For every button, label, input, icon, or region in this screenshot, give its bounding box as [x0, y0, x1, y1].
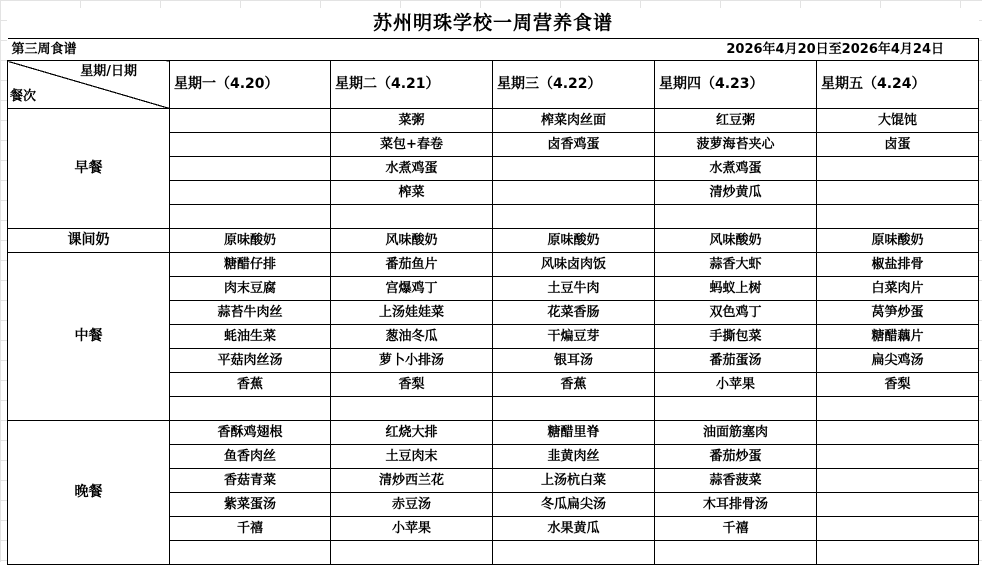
dish-cell: 番茄炒蛋 — [655, 445, 817, 469]
dish-cell: 红烧大排 — [331, 421, 493, 445]
dish-cell: 风味酸奶 — [655, 229, 817, 253]
dish-cell: 菜粥 — [331, 109, 493, 133]
dish-cell — [493, 157, 655, 181]
day-header: 星期四（4.23） — [655, 61, 817, 109]
dish-cell: 香蕉 — [493, 373, 655, 397]
dish-cell: 风味酸奶 — [331, 229, 493, 253]
dish-cell — [170, 157, 331, 181]
dish-cell: 鱼香肉丝 — [170, 445, 331, 469]
menu-row — [8, 109, 979, 133]
dish-cell — [331, 397, 493, 421]
dish-cell: 千禧 — [170, 517, 331, 541]
dish-cell: 水煮鸡蛋 — [331, 157, 493, 181]
dish-cell: 紫菜蛋汤 — [170, 493, 331, 517]
dish-cell: 香梨 — [331, 373, 493, 397]
dish-cell: 萝卜小排汤 — [331, 349, 493, 373]
dish-cell: 番茄蛋汤 — [655, 349, 817, 373]
dish-cell — [817, 517, 979, 541]
day-header: 星期三（4.22） — [493, 61, 655, 109]
date-range: 2026年4月20日至2026年4月24日 — [331, 39, 979, 61]
dish-cell — [170, 109, 331, 133]
dish-cell: 糖醋藕片 — [817, 325, 979, 349]
header-row — [8, 61, 979, 109]
dish-cell: 小苹果 — [655, 373, 817, 397]
dish-cell: 菜包+春卷 — [331, 133, 493, 157]
dish-cell: 赤豆汤 — [331, 493, 493, 517]
dish-cell: 清炒黄瓜 — [655, 181, 817, 205]
dish-cell: 韭黄肉丝 — [493, 445, 655, 469]
dish-cell — [655, 541, 817, 565]
dish-cell: 干煸豆芽 — [493, 325, 655, 349]
dish-cell — [817, 205, 979, 229]
dish-cell: 蒜香大虾 — [655, 253, 817, 277]
menu-table — [7, 8, 979, 565]
dish-cell: 红豆粥 — [655, 109, 817, 133]
corner-bottom-label: 餐次 — [10, 89, 37, 104]
dish-cell: 香酥鸡翅根 — [170, 421, 331, 445]
menu-row — [8, 253, 979, 277]
dish-cell: 大馄饨 — [817, 109, 979, 133]
dish-cell — [817, 493, 979, 517]
menu-row — [8, 421, 979, 445]
dish-cell — [170, 397, 331, 421]
dish-cell — [817, 157, 979, 181]
dish-cell: 宫爆鸡丁 — [331, 277, 493, 301]
dish-cell: 白菜肉片 — [817, 277, 979, 301]
dish-cell: 银耳汤 — [493, 349, 655, 373]
page-title: 苏州明珠学校一周营养食谱 — [8, 8, 979, 39]
meal-label: 课间奶 — [8, 229, 170, 253]
dish-cell: 小苹果 — [331, 517, 493, 541]
dish-cell: 香梨 — [817, 373, 979, 397]
dish-cell: 原味酸奶 — [817, 229, 979, 253]
dish-cell: 油面筋塞肉 — [655, 421, 817, 445]
day-header: 星期一（4.20） — [170, 61, 331, 109]
dish-cell: 花菜香肠 — [493, 301, 655, 325]
dish-cell: 上汤杭白菜 — [493, 469, 655, 493]
dish-cell: 蒜香菠菜 — [655, 469, 817, 493]
dish-cell: 蒜苔牛肉丝 — [170, 301, 331, 325]
dish-cell: 番茄鱼片 — [331, 253, 493, 277]
dish-cell: 上汤娃娃菜 — [331, 301, 493, 325]
dish-cell: 双色鸡丁 — [655, 301, 817, 325]
week-label: 第三周食谱 — [11, 42, 77, 57]
dish-cell: 榨菜 — [331, 181, 493, 205]
dish-cell: 清炒西兰花 — [331, 469, 493, 493]
dish-cell: 木耳排骨汤 — [655, 493, 817, 517]
menu-row — [8, 229, 979, 253]
dish-cell — [817, 421, 979, 445]
dish-cell: 土豆肉末 — [331, 445, 493, 469]
dish-cell — [493, 397, 655, 421]
dish-cell: 菠萝海苔夹心 — [655, 133, 817, 157]
dish-cell: 蚂蚁上树 — [655, 277, 817, 301]
dish-cell: 蚝油生菜 — [170, 325, 331, 349]
dish-cell — [817, 541, 979, 565]
dish-cell — [817, 397, 979, 421]
dish-cell: 风味卤肉饭 — [493, 253, 655, 277]
dish-cell: 椒盐排骨 — [817, 253, 979, 277]
dish-cell — [331, 205, 493, 229]
dish-cell — [170, 181, 331, 205]
dish-cell — [170, 541, 331, 565]
dish-cell: 糖醋仔排 — [170, 253, 331, 277]
dish-cell — [493, 181, 655, 205]
day-header: 星期五（4.24） — [817, 61, 979, 109]
dish-cell: 卤香鸡蛋 — [493, 133, 655, 157]
meal-label: 早餐 — [8, 109, 170, 229]
dish-cell: 扁尖鸡汤 — [817, 349, 979, 373]
dish-cell: 平菇肉丝汤 — [170, 349, 331, 373]
corner-header — [8, 61, 170, 109]
dish-cell — [170, 205, 331, 229]
dish-cell: 糖醋里脊 — [493, 421, 655, 445]
dish-cell: 莴笋炒蛋 — [817, 301, 979, 325]
dish-cell: 水煮鸡蛋 — [655, 157, 817, 181]
dish-cell: 榨菜肉丝面 — [493, 109, 655, 133]
dish-cell: 千禧 — [655, 517, 817, 541]
dish-cell — [493, 541, 655, 565]
dish-cell: 葱油冬瓜 — [331, 325, 493, 349]
dish-cell — [331, 541, 493, 565]
dish-cell — [655, 205, 817, 229]
dish-cell — [493, 205, 655, 229]
dish-cell: 冬瓜扁尖汤 — [493, 493, 655, 517]
dish-cell: 原味酸奶 — [493, 229, 655, 253]
meal-label: 中餐 — [8, 253, 170, 421]
dish-cell: 手撕包菜 — [655, 325, 817, 349]
dish-cell: 卤蛋 — [817, 133, 979, 157]
dish-cell — [170, 133, 331, 157]
dish-cell: 土豆牛肉 — [493, 277, 655, 301]
dish-cell — [817, 181, 979, 205]
dish-cell: 肉末豆腐 — [170, 277, 331, 301]
dish-cell: 香蕉 — [170, 373, 331, 397]
dish-cell: 水果黄瓜 — [493, 517, 655, 541]
day-header: 星期二（4.21） — [331, 61, 493, 109]
dish-cell — [655, 397, 817, 421]
dish-cell — [817, 445, 979, 469]
dish-cell: 香菇青菜 — [170, 469, 331, 493]
dish-cell: 原味酸奶 — [170, 229, 331, 253]
corner-top-label: 星期/日期 — [80, 64, 137, 79]
meal-label: 晚餐 — [8, 421, 170, 565]
dish-cell — [817, 469, 979, 493]
